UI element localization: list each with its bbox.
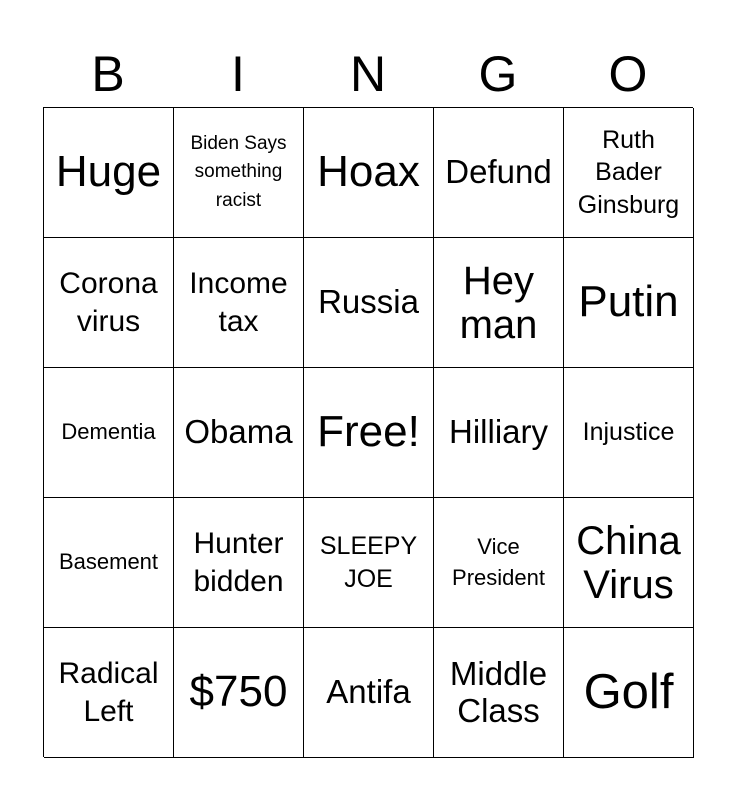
cell-text: Radical Left [58,657,159,728]
cell-text: Defund [445,153,552,191]
header-letter-g: G [478,46,518,102]
bingo-cell[interactable] [304,108,434,238]
cell-text: China Virus [576,518,681,607]
header-letter-i: I [231,46,245,102]
bingo-cell[interactable] [434,368,564,498]
bingo-board [43,107,693,757]
bingo-cell[interactable] [434,108,564,238]
bingo-cell[interactable] [304,238,434,368]
bingo-cell[interactable] [564,498,694,628]
cell-text: Middle Class [449,654,548,729]
bingo-cell[interactable] [174,238,304,368]
cell-text: Huge [55,147,162,197]
bingo-cell[interactable] [174,628,304,758]
cell-text: Hey man [459,258,538,347]
cell-text: Hilliary [449,413,548,451]
cell-text: Russia [318,283,419,321]
cell-text: Biden Says something racist [190,132,287,211]
bingo-cell[interactable] [44,368,174,498]
bingo-cell[interactable] [44,108,174,238]
bingo-cell[interactable] [304,628,434,758]
bingo-cell[interactable] [44,238,174,368]
bingo-header [43,40,693,108]
cell-text: Income tax [189,267,288,338]
bingo-cell free-cell[interactable] [304,368,434,498]
free-space-text: Free! [317,407,420,457]
cell-text: Vice President [452,533,545,590]
header-letter-b: B [91,46,125,102]
bingo-cell[interactable] [564,368,694,498]
bingo-cell[interactable] [434,238,564,368]
cell-text: $750 [189,667,288,717]
cell-text: Golf [583,664,674,719]
header-letter-o: O [608,46,648,102]
cell-text: Antifa [326,673,411,711]
bingo-cell[interactable] [174,368,304,498]
bingo-cell[interactable] [434,498,564,628]
header-letter-n: N [349,46,387,102]
bingo-cell[interactable] [44,498,174,628]
cell-text: Basement [58,549,159,575]
cell-text: Obama [184,413,293,451]
bingo-cell[interactable] [44,628,174,758]
cell-text: Hoax [317,147,420,197]
bingo-cell[interactable] [304,498,434,628]
bingo-cell[interactable] [564,108,694,238]
cell-text: Ruth Bader Ginsburg [577,125,680,219]
bingo-cell[interactable] [174,108,304,238]
cell-text: Dementia [61,419,156,445]
cell-text: Putin [578,277,679,327]
cell-text: Injustice [582,418,675,447]
cell-text: Hunter bidden [193,527,284,598]
bingo-cell[interactable] [564,238,694,368]
bingo-cell[interactable] [564,628,694,758]
bingo-cell[interactable] [434,628,564,758]
cell-text: Corona virus [59,267,158,338]
cell-text: SLEEPY JOE [319,532,418,593]
bingo-cell[interactable] [174,498,304,628]
